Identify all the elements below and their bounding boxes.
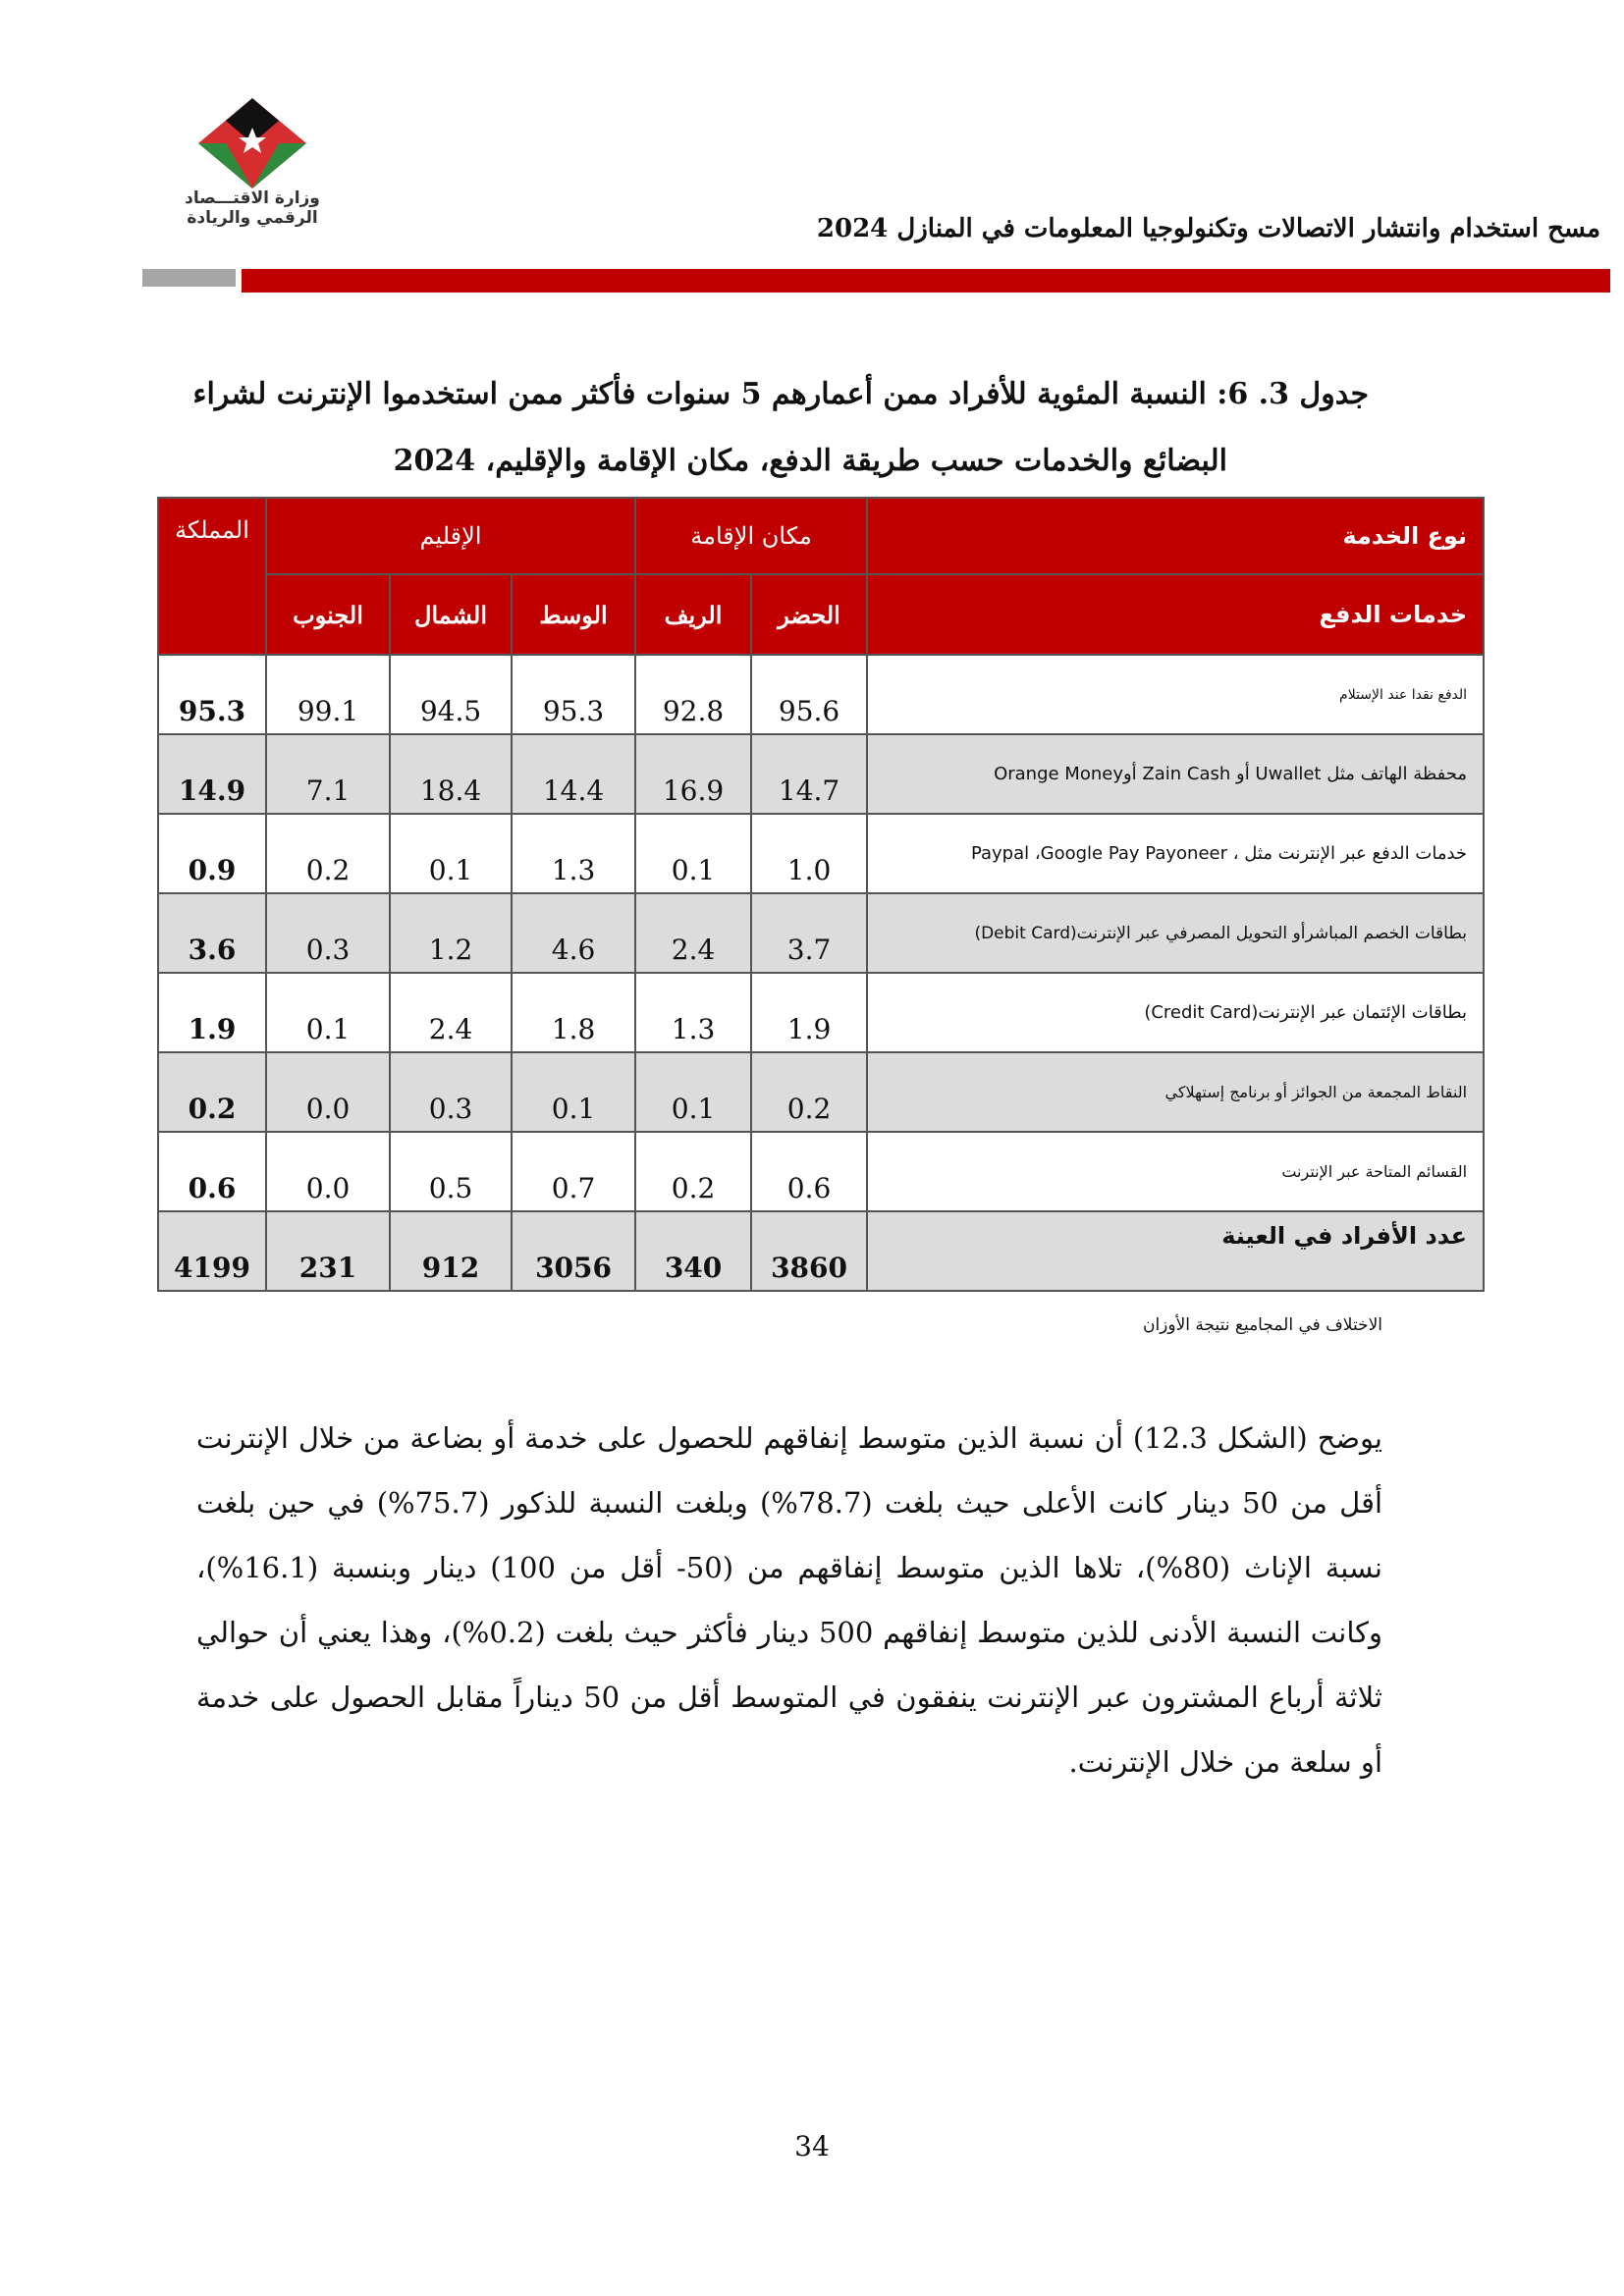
table-cell: 2.4 <box>635 893 751 973</box>
table-cell: 0.2 <box>751 1052 867 1132</box>
table-cell: 231 <box>266 1211 390 1291</box>
region-header: الإقليم <box>266 498 635 574</box>
table-row <box>158 973 1484 1052</box>
table-cell: 3056 <box>512 1211 635 1291</box>
table-cell: 0.7 <box>512 1132 635 1211</box>
table-row <box>158 1052 1484 1132</box>
table-note: الاختلاف في المجاميع نتيجة الأوزان <box>1142 1315 1382 1335</box>
table-cell: 16.9 <box>635 734 751 814</box>
kingdom-header: المملكة <box>158 498 266 655</box>
sample-size-label: عدد الأفراد في العينة <box>867 1211 1484 1291</box>
urban-header: الحضر <box>751 574 867 655</box>
ministry-name-line2: الرقمي والريادة <box>187 208 318 228</box>
table-cell: 7.1 <box>266 734 390 814</box>
payment-services-header: خدمات الدفع <box>867 574 1484 655</box>
kingdom-cell: 95.3 <box>158 655 266 734</box>
table-cell: 2.4 <box>390 973 512 1052</box>
table-caption-line1: جدول 3. 6: النسبة المئوية للأفراد ممن أعمارهم 5 سنوات فأكثر ممن استخدموا الإنترنت لشراء <box>192 377 1369 411</box>
ministry-name <box>179 188 326 228</box>
table-cell: 4.6 <box>512 893 635 973</box>
table-cell: 0.1 <box>266 973 390 1052</box>
page-number: 34 <box>794 2130 830 2163</box>
table-header-row <box>158 498 1484 574</box>
residence-header: مكان الإقامة <box>635 498 867 574</box>
row-label: النقاط المجمعة من الجوائز أو برنامج إستهلاكي <box>867 1052 1484 1132</box>
total-row <box>158 1211 1484 1291</box>
table-cell: 14.7 <box>751 734 867 814</box>
table-row <box>158 893 1484 973</box>
table-cell: 0.1 <box>390 814 512 893</box>
body-paragraph: يوضح (الشكل 12.3) أن نسبة الذين متوسط إنفاقهم للحصول على خدمة أو بضاعة من خلال الإنترنت أقل من 50 دينار كانت الأعلى حيث بلغت (78.7%) وبلغت النسبة للذكور (75.7%) في حين بلغت نسبة الإناث (80%)، تلاها الذين متوسط إنفاقهم من (50- أقل من 100) دينار وبنسبة (16.1%)، وكانت النسبة الأدنى للذين متوسط إنفاقهم 500 دينار فأكثر حيث بلغت (0.2%)، وهذا يعني أن حوالي ثلاثة أرباع المشترون عبر الإنترنت ينفقون في المتوسط أقل من 50 ديناراً مقابل الحصول على خدمة أو سلعة من خلال الإنترنت. <box>196 1421 1383 1779</box>
rural-header: الريف <box>635 574 751 655</box>
central-header: الوسط <box>512 574 635 655</box>
table-row <box>158 1132 1484 1211</box>
header-gray-bar <box>142 269 236 287</box>
table-cell: 95.6 <box>751 655 867 734</box>
south-header: الجنوب <box>266 574 390 655</box>
table-cell: 1.8 <box>512 973 635 1052</box>
table-cell: 1.0 <box>751 814 867 893</box>
row-label: بطاقات الخصم المباشرأو التحويل المصرفي عبر الإنترنت(Debit Card) <box>867 893 1484 973</box>
row-label: محفظة الهاتف مثل Uwallet أو Zain Cash أوOrange Money <box>867 734 1484 814</box>
table-cell: 1.2 <box>390 893 512 973</box>
kingdom-cell: 4199 <box>158 1211 266 1291</box>
table-cell: 1.3 <box>512 814 635 893</box>
table-cell: 0.1 <box>635 1052 751 1132</box>
table-cell: 912 <box>390 1211 512 1291</box>
table-cell: 92.8 <box>635 655 751 734</box>
table-cell: 1.9 <box>751 973 867 1052</box>
ministry-logo <box>179 98 326 245</box>
table-cell: 95.3 <box>512 655 635 734</box>
row-label: بطاقات الإئتمان عبر الإنترنت(Credit Card) <box>867 973 1484 1052</box>
kingdom-cell: 0.2 <box>158 1052 266 1132</box>
table-cell: 3.7 <box>751 893 867 973</box>
table-cell: 18.4 <box>390 734 512 814</box>
table-cell: 0.5 <box>390 1132 512 1211</box>
table-cell: 99.1 <box>266 655 390 734</box>
table-cell: 0.6 <box>751 1132 867 1211</box>
row-label: القسائم المتاحة عبر الإنترنت <box>867 1132 1484 1211</box>
report-title: مسح استخدام وانتشار الاتصالات وتكنولوجيا المعلومات في المنازل 2024 <box>816 214 1600 243</box>
table-row <box>158 814 1484 893</box>
row-label: خدمات الدفع عبر الإنترنت مثل ، Paypal ،Google Pay Payoneer <box>867 814 1484 893</box>
kingdom-cell: 0.6 <box>158 1132 266 1211</box>
table-cell: 0.2 <box>635 1132 751 1211</box>
ministry-name-line1: وزارة الاقتـــصاد <box>185 188 320 208</box>
header-red-bar <box>242 269 1610 293</box>
kingdom-cell: 1.9 <box>158 973 266 1052</box>
table-cell: 340 <box>635 1211 751 1291</box>
row-label: الدفع نقدا عند الإستلام <box>867 655 1484 734</box>
table-cell: 0.2 <box>266 814 390 893</box>
table-cell: 3860 <box>751 1211 867 1291</box>
ministry-emblem-icon <box>198 98 306 188</box>
table-cell: 0.0 <box>266 1052 390 1132</box>
kingdom-cell: 3.6 <box>158 893 266 973</box>
table-cell: 94.5 <box>390 655 512 734</box>
kingdom-cell: 0.9 <box>158 814 266 893</box>
table-cell: 0.3 <box>266 893 390 973</box>
table-row <box>158 734 1484 814</box>
table-subheader-row <box>158 574 1484 655</box>
north-header: الشمال <box>390 574 512 655</box>
kingdom-cell: 14.9 <box>158 734 266 814</box>
service-type-header: نوع الخدمة <box>867 498 1484 574</box>
table-cell: 0.0 <box>266 1132 390 1211</box>
payment-methods-table <box>157 497 1485 1292</box>
table-cell: 1.3 <box>635 973 751 1052</box>
table-cell: 14.4 <box>512 734 635 814</box>
table-cell: 0.1 <box>512 1052 635 1132</box>
table-row <box>158 655 1484 734</box>
table-caption-line2: البضائع والخدمات حسب طريقة الدفع، مكان الإقامة والإقليم، 2024 <box>393 444 1227 478</box>
table-cell: 0.1 <box>635 814 751 893</box>
table-cell: 0.3 <box>390 1052 512 1132</box>
